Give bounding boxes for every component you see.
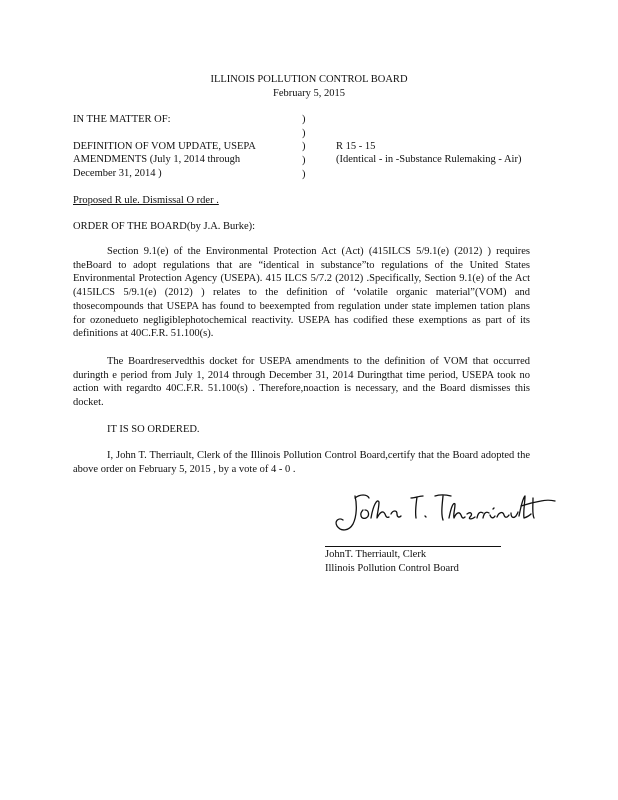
paragraph-2: The Boardreservedthis docket for USEPA amendments to the definition of VOM that occurred duringth e period from July 1, 2014 through December 31, 2014 Duringthat time period, USEPA took no action with regardto 40C.F.R. 51.100(s) . Therefore,noaction is necessary, and the Board dismisses this docket. [73,356,530,409]
signer-name: JohnT. Therriault, Clerk [325,549,427,560]
in-the-matter: IN THE MATTER OF: [73,114,171,125]
so-ordered: IT IS SO ORDERED. [107,424,200,435]
caption-line-1: DEFINITION OF VOM UPDATE, USEPA [73,141,256,152]
paragraph-1: Section 9.1(e) of the Environmental Protection Act (Act) (415ILCS 5/9.1(e) (2012) ) requires theBoard to adopt regulations that are “identical in substance”to regulations of the United States Environmental Protection Agency (USEPA). 415 ILCS 5/7.2 (2012) .Specifically, Section 9.1(e) of the Act (415ILCS 5/9.1(e) (2012) ) relates to the definition of ‘volatile organic material”(VOM) and thosecompounds that USEPA has found to beexempted from regulation under state implemen tation plans for ozonedueto negligiblephotochemical reactivity. USEPA has codified these exemptions as part of its definitions at 40C.F.R. 51.100(s). [73,246,530,340]
order-heading: ORDER OF THE BOARD(by J.A. Burke): [73,221,256,232]
clerk-signature [325,484,565,544]
signer-title: Illinois Pollution Control Board [325,563,459,574]
case-number: R 15 - 15 [336,141,376,152]
board-title: ILLINOIS POLLUTION CONTROL BOARD [210,74,408,85]
case-type: (Identical - in -Substance Rulemaking - Air) [336,154,522,165]
signature-line [325,546,501,547]
certification-paragraph: I, John T. Therriault, Clerk of the Illinois Pollution Control Board,certify that the Board adopted the above order on February 5, 2015 , by a vote of 4 - 0 . [73,450,530,475]
order-date: February 5, 2015 [272,88,346,99]
caption-parens: ) ) ) ) ) [302,114,306,180]
caption-line-3: December 31, 2014 ) [73,168,162,179]
caption-line-2: AMENDMENTS (July 1, 2014 through [73,154,241,165]
proposed-rule-label: Proposed R ule. Dismissal O rder . [73,195,219,206]
